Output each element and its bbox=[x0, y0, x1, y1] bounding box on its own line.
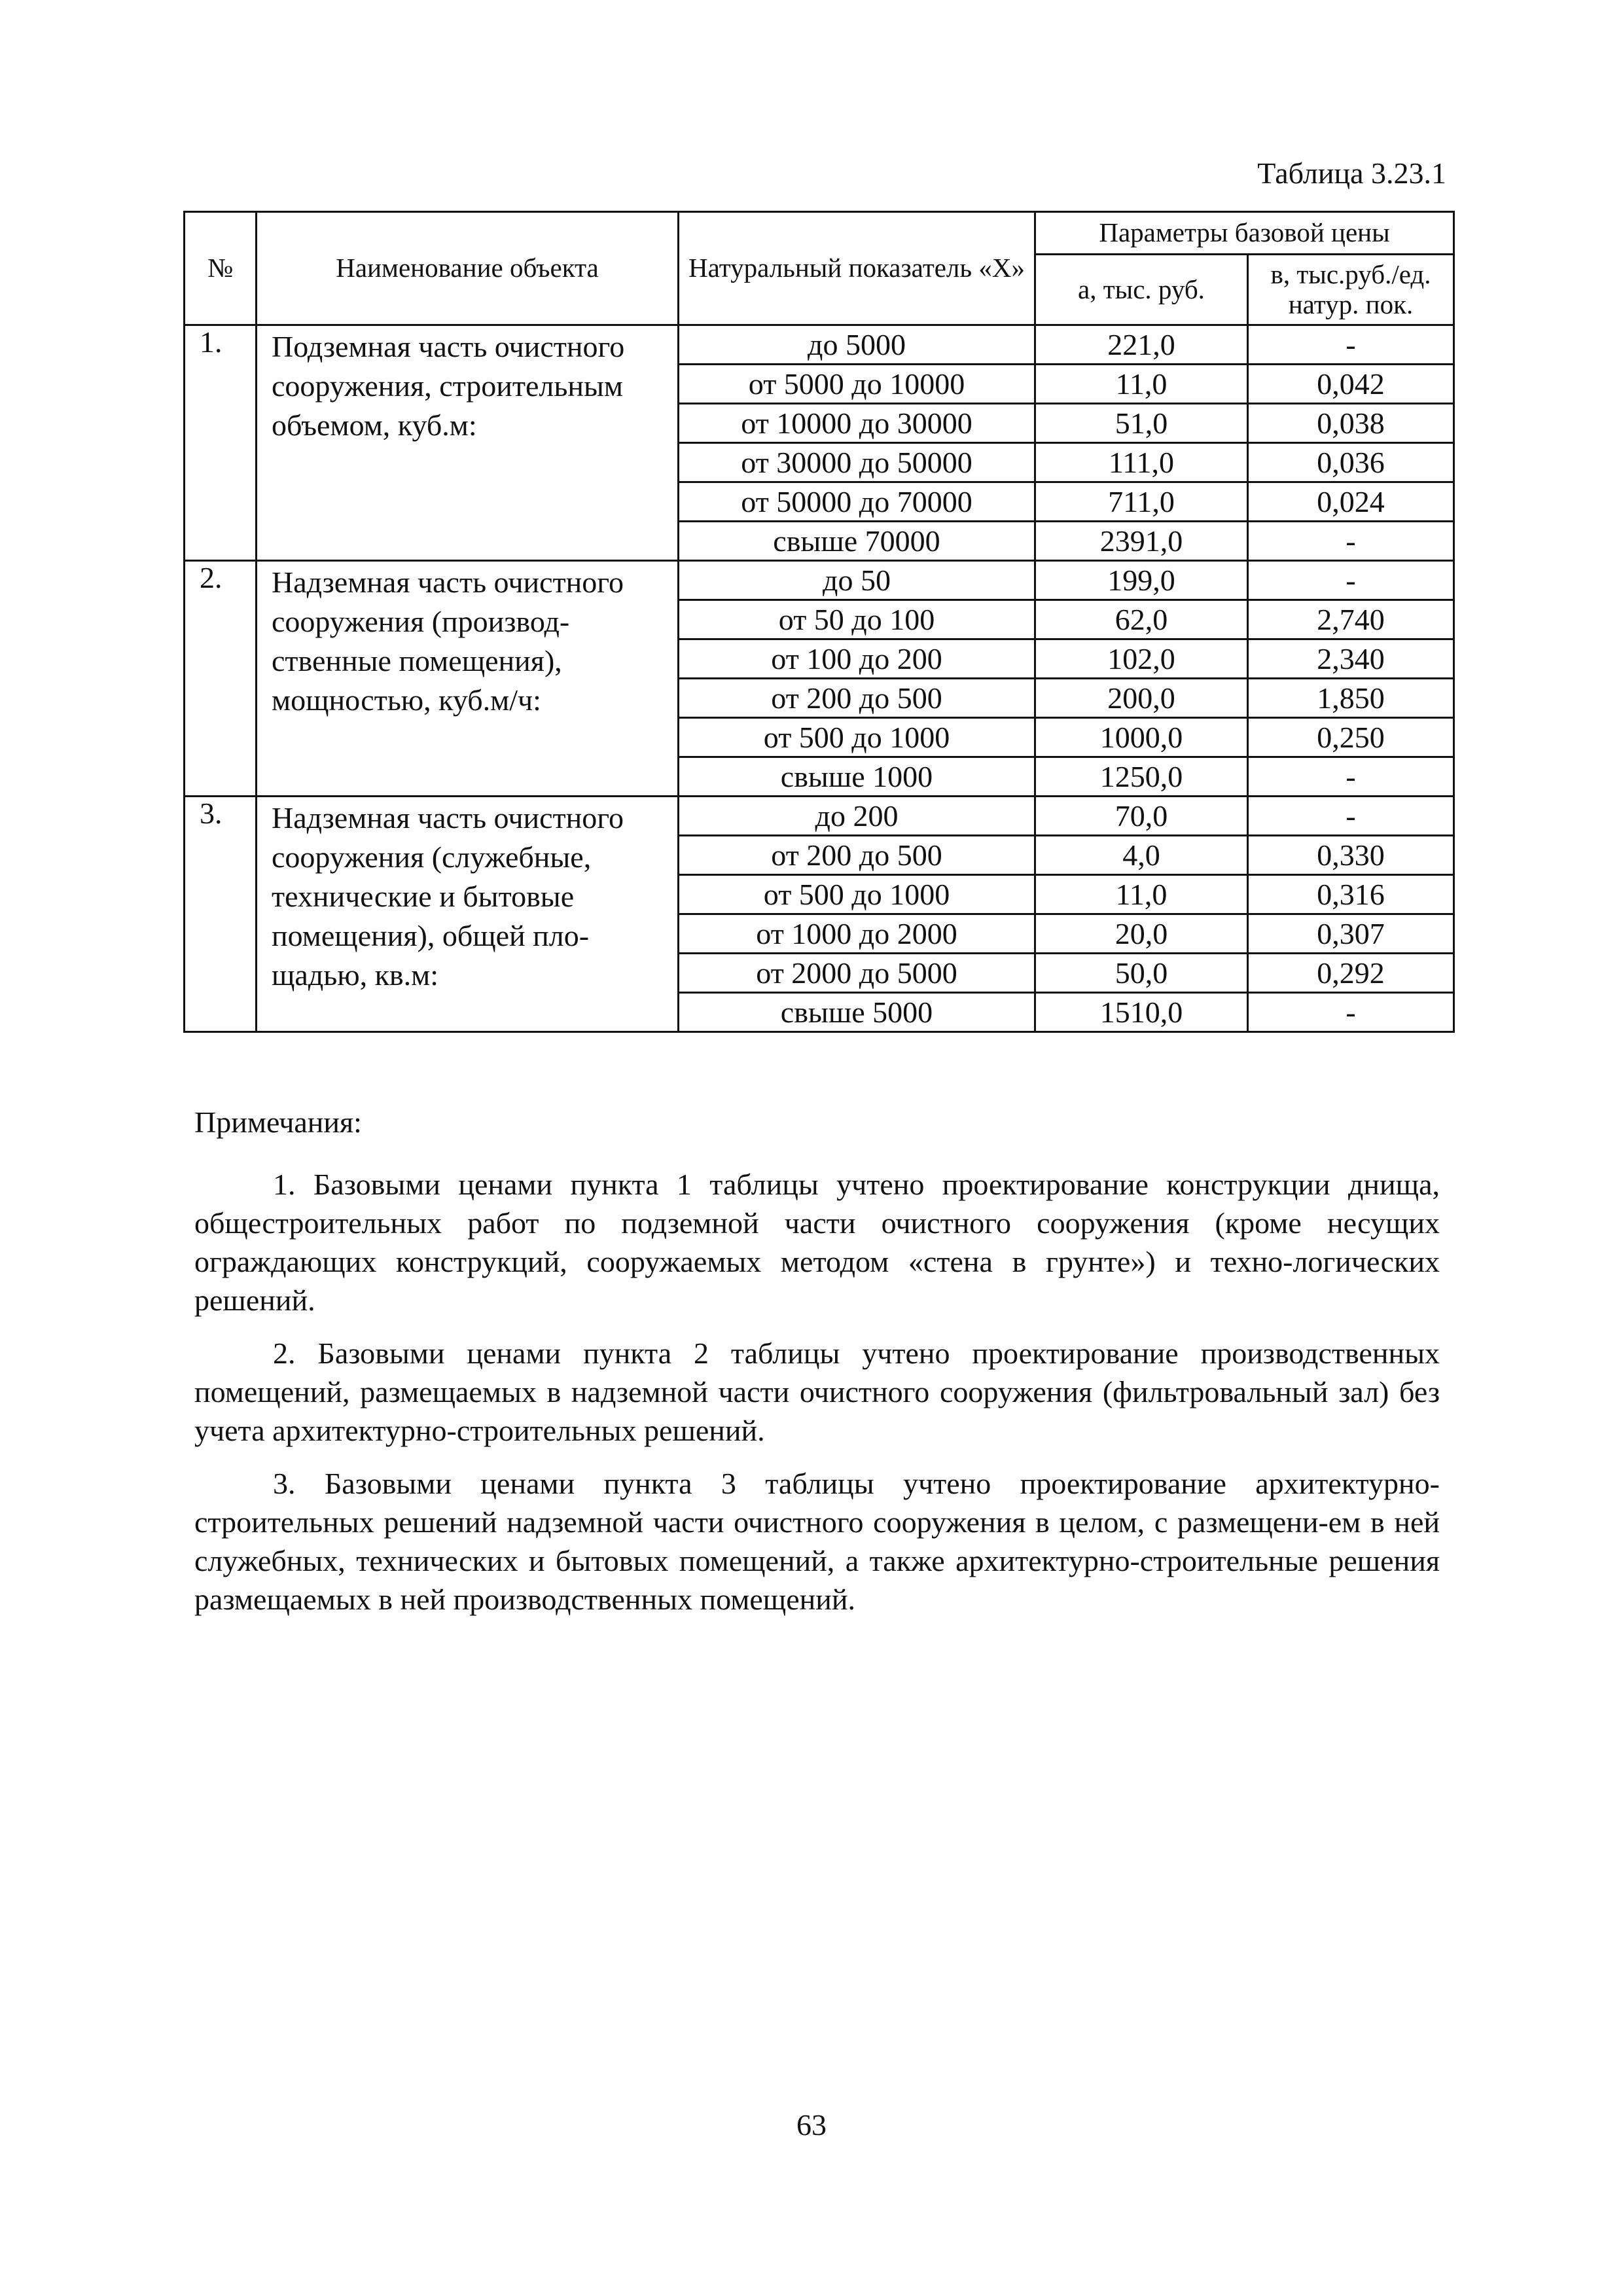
cell-b: - bbox=[1248, 325, 1454, 365]
cell-b: 0,307 bbox=[1248, 914, 1454, 954]
cell-natural: свыше 70000 bbox=[679, 522, 1035, 561]
cell-a: 711,0 bbox=[1035, 482, 1248, 522]
cell-b: 0,292 bbox=[1248, 954, 1454, 993]
cell-object-name: Надземная часть очистного сооружения (производ-ственные помещения), мощностью, куб.м/ч: bbox=[257, 561, 679, 797]
cell-natural: до 200 bbox=[679, 797, 1035, 836]
table-caption: Таблица 3.23.1 bbox=[1257, 156, 1446, 190]
cell-natural: свыше 5000 bbox=[679, 993, 1035, 1032]
cell-num: 2. bbox=[185, 561, 257, 797]
cell-a: 111,0 bbox=[1035, 443, 1248, 482]
header-params: Параметры базовой цены bbox=[1035, 212, 1454, 255]
cell-natural: от 500 до 1000 bbox=[679, 875, 1035, 914]
header-a: а, тыс. руб. bbox=[1035, 255, 1248, 325]
cell-natural: до 5000 bbox=[679, 325, 1035, 365]
cell-a: 1000,0 bbox=[1035, 718, 1248, 757]
cell-natural: от 30000 до 50000 bbox=[679, 443, 1035, 482]
cell-natural: от 200 до 500 bbox=[679, 679, 1035, 718]
cell-a: 11,0 bbox=[1035, 365, 1248, 404]
price-table bbox=[183, 211, 1455, 1033]
cell-b: - bbox=[1248, 797, 1454, 836]
notes-title: Примечания: bbox=[194, 1105, 362, 1139]
table-row bbox=[185, 797, 1454, 836]
cell-b: - bbox=[1248, 561, 1454, 600]
cell-a: 70,0 bbox=[1035, 797, 1248, 836]
cell-b: - bbox=[1248, 522, 1454, 561]
cell-b: - bbox=[1248, 757, 1454, 797]
table-row bbox=[185, 561, 1454, 600]
cell-a: 51,0 bbox=[1035, 404, 1248, 443]
cell-natural: от 100 до 200 bbox=[679, 639, 1035, 679]
cell-a: 2391,0 bbox=[1035, 522, 1248, 561]
cell-object-name: Подземная часть очистного сооружения, строительным объемом, куб.м: bbox=[257, 325, 679, 561]
table-row bbox=[185, 325, 1454, 365]
cell-natural: от 200 до 500 bbox=[679, 836, 1035, 875]
cell-a: 1250,0 bbox=[1035, 757, 1248, 797]
cell-a: 20,0 bbox=[1035, 914, 1248, 954]
cell-object-name: Надземная часть очистного сооружения (служебные, технические и бытовые помещения), общей пло-щадью, кв.м: bbox=[257, 797, 679, 1032]
header-b: в, тыс.руб./ед. натур. пок. bbox=[1248, 255, 1454, 325]
cell-b: 0,250 bbox=[1248, 718, 1454, 757]
cell-a: 11,0 bbox=[1035, 875, 1248, 914]
cell-b: - bbox=[1248, 993, 1454, 1032]
cell-a: 221,0 bbox=[1035, 325, 1248, 365]
cell-a: 1510,0 bbox=[1035, 993, 1248, 1032]
cell-b: 2,340 bbox=[1248, 639, 1454, 679]
cell-num: 3. bbox=[185, 797, 257, 1032]
notes bbox=[194, 1103, 1440, 1633]
cell-a: 50,0 bbox=[1035, 954, 1248, 993]
cell-natural: до 50 bbox=[679, 561, 1035, 600]
note-item: 1. Базовыми ценами пункта 1 таблицы учтено проектирование конструкции днища, общестроительных работ по подземной части очистного сооружения (кроме несущих ограждающих конструкций, сооружаемых методом «стена в грунте») и техно-логических решений. bbox=[194, 1168, 1440, 1317]
cell-natural: от 500 до 1000 bbox=[679, 718, 1035, 757]
cell-natural: от 10000 до 30000 bbox=[679, 404, 1035, 443]
cell-a: 200,0 bbox=[1035, 679, 1248, 718]
cell-b: 1,850 bbox=[1248, 679, 1454, 718]
cell-b: 2,740 bbox=[1248, 600, 1454, 639]
cell-natural: от 50 до 100 bbox=[679, 600, 1035, 639]
cell-natural: от 5000 до 10000 bbox=[679, 365, 1035, 404]
page-number: 63 bbox=[796, 2108, 827, 2142]
note-item: 2. Базовыми ценами пункта 2 таблицы учтено проектирование производственных помещений, размещаемых в надземной части очистного сооружения (фильтровальный зал) без учета архитектурно-строительных решений. bbox=[194, 1336, 1440, 1447]
cell-a: 102,0 bbox=[1035, 639, 1248, 679]
cell-num: 1. bbox=[185, 325, 257, 561]
cell-a: 199,0 bbox=[1035, 561, 1248, 600]
cell-natural: от 2000 до 5000 bbox=[679, 954, 1035, 993]
cell-b: 0,316 bbox=[1248, 875, 1454, 914]
cell-b: 0,036 bbox=[1248, 443, 1454, 482]
cell-natural: свыше 1000 bbox=[679, 757, 1035, 797]
cell-natural: от 1000 до 2000 bbox=[679, 914, 1035, 954]
header-name: Наименование объекта bbox=[257, 212, 679, 325]
table-body bbox=[185, 325, 1454, 1032]
cell-a: 62,0 bbox=[1035, 600, 1248, 639]
note-item: 3. Базовыми ценами пункта 3 таблицы учтено проектирование архитектурно-строительных решений надземной части очистного сооружения в целом, с размещени-ем в ней служебных, технических и бытовых помещений, а также архитектурно-строительные решения размещаемых в ней производственных помещений. bbox=[194, 1467, 1440, 1616]
cell-b: 0,024 bbox=[1248, 482, 1454, 522]
cell-a: 4,0 bbox=[1035, 836, 1248, 875]
header-natural: Натуральный показатель «Х» bbox=[679, 212, 1035, 325]
cell-natural: от 50000 до 70000 bbox=[679, 482, 1035, 522]
cell-b: 0,038 bbox=[1248, 404, 1454, 443]
cell-b: 0,330 bbox=[1248, 836, 1454, 875]
header-num: № bbox=[185, 212, 257, 325]
cell-b: 0,042 bbox=[1248, 365, 1454, 404]
